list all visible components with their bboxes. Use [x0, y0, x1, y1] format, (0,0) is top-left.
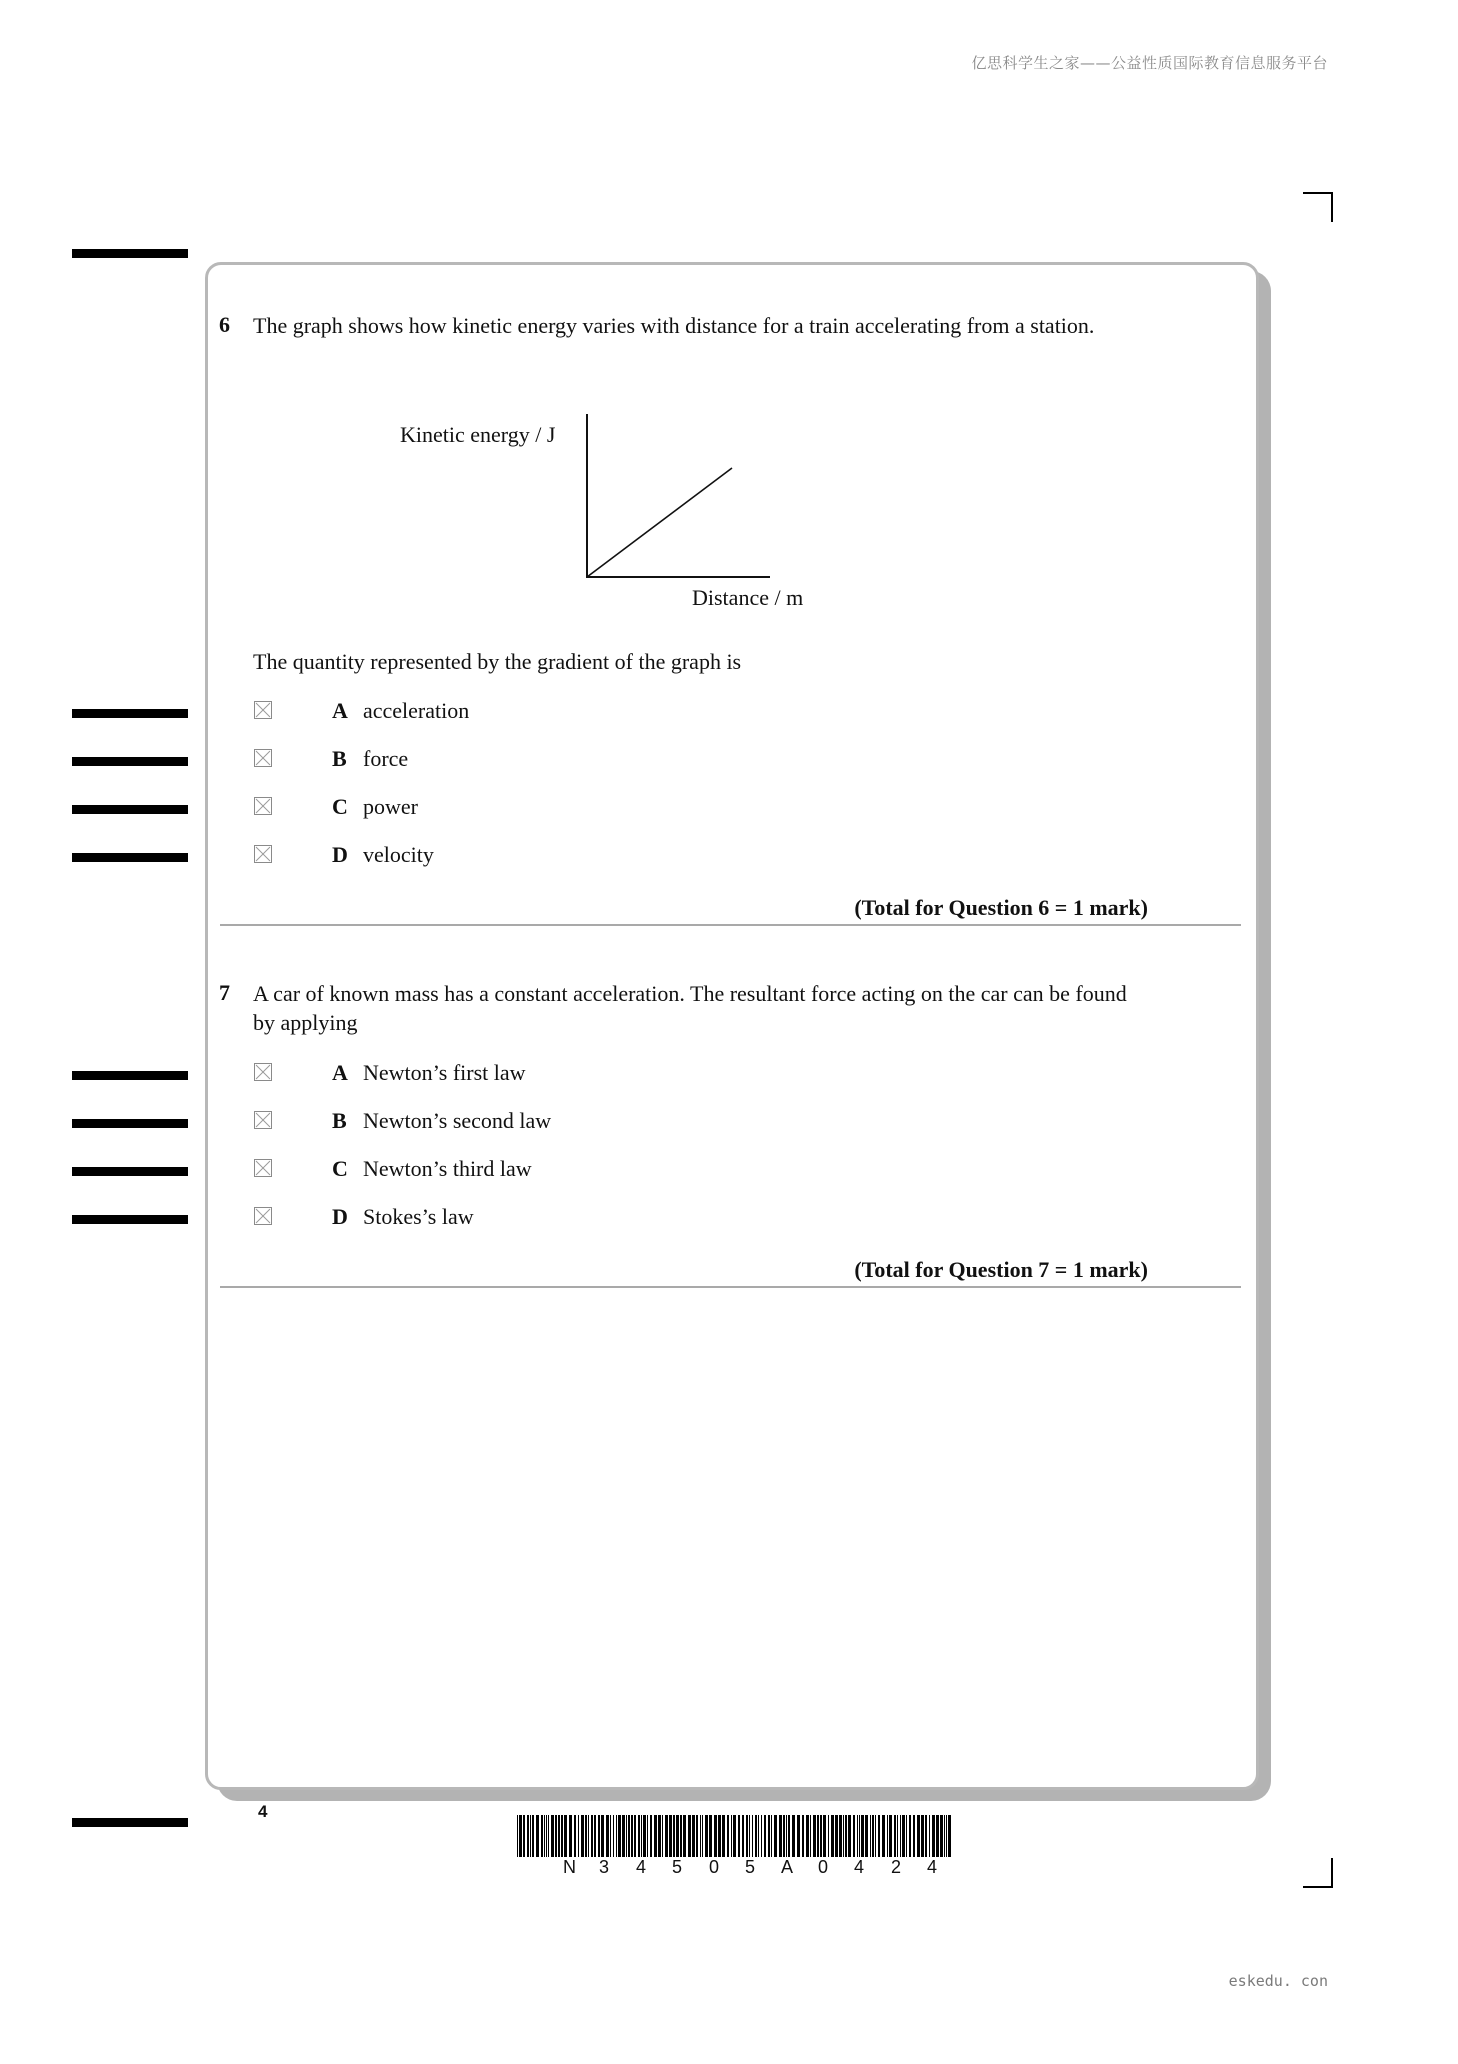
answer-option[interactable]: [254, 1156, 754, 1186]
barcode-bar: [917, 1815, 920, 1857]
barcode-bar: [541, 1815, 543, 1857]
question-text: A car of known mass has a constant acceleration. The resultant force acting on the car can be found by applying: [253, 981, 1127, 1035]
barcode-bar: [946, 1815, 947, 1857]
barcode-bar: [889, 1815, 892, 1857]
barcode-bar: [585, 1815, 587, 1857]
answer-option[interactable]: [254, 746, 754, 776]
barcode-bar: [654, 1815, 657, 1857]
question-divider: [220, 924, 1241, 926]
barcode-bar: [643, 1815, 646, 1857]
barcode-bar: [909, 1815, 911, 1857]
barcode-bar: [628, 1815, 630, 1857]
option-letter: B: [332, 1108, 347, 1133]
margin-bar: [72, 805, 188, 814]
answer-option[interactable]: [254, 1204, 754, 1234]
margin-bar: [72, 249, 188, 258]
barcode-bar: [546, 1815, 547, 1857]
barcode-bar: [774, 1815, 777, 1857]
barcode-bar: [673, 1815, 675, 1857]
question-total: (Total for Question 7 = 1 mark): [854, 1257, 1148, 1282]
answer-checkbox[interactable]: [254, 1111, 272, 1129]
option-letter: A: [332, 698, 348, 723]
barcode-bar: [786, 1815, 787, 1857]
answer-checkbox[interactable]: [254, 701, 272, 719]
barcode-bar: [544, 1815, 545, 1857]
question-number: 6: [219, 312, 230, 337]
question-divider: [220, 1286, 1241, 1288]
barcode-bar: [828, 1815, 829, 1857]
margin-bar: [72, 853, 188, 862]
barcode-bar: [676, 1815, 679, 1857]
barcode-bar: [843, 1815, 844, 1857]
barcode-bar: [683, 1815, 686, 1857]
barcode-character: 0: [818, 1857, 829, 1877]
ke-distance-graph: [580, 410, 780, 586]
option-text: Newton’s first law: [363, 1060, 526, 1085]
barcode-bar: [865, 1815, 868, 1857]
barcode-bar: [581, 1815, 584, 1857]
barcode-bar: [870, 1815, 871, 1857]
barcode-bar: [588, 1815, 589, 1857]
barcode-bar: [594, 1815, 596, 1857]
answer-option[interactable]: [254, 1060, 754, 1090]
barcode-bar: [722, 1815, 725, 1857]
barcode-bar: [532, 1815, 534, 1857]
barcode-bar: [835, 1815, 838, 1857]
barcode-bar: [601, 1815, 604, 1857]
barcode-bar: [853, 1815, 855, 1857]
barcode-bar: [768, 1815, 770, 1857]
answer-option[interactable]: [254, 698, 754, 728]
barcode-character: 5: [672, 1857, 683, 1877]
barcode-bar: [788, 1815, 790, 1857]
barcode-bar: [718, 1815, 721, 1857]
cross-icon: [255, 750, 271, 766]
barcode-bar: [669, 1815, 672, 1857]
barcode-bar: [900, 1815, 901, 1857]
barcode-character: A: [781, 1857, 794, 1877]
barcode-bar: [631, 1815, 633, 1857]
answer-checkbox[interactable]: [254, 797, 272, 815]
option-letter: C: [332, 1156, 348, 1181]
barcode-bar: [839, 1815, 842, 1857]
barcode-bar: [845, 1815, 847, 1857]
barcode-character: 4: [854, 1857, 865, 1877]
barcode-bar: [813, 1815, 816, 1857]
barcode-bar: [817, 1815, 819, 1857]
option-text: force: [363, 746, 409, 771]
barcode-bar: [731, 1815, 732, 1857]
barcode-bar: [574, 1815, 576, 1857]
barcode-bar: [752, 1815, 753, 1857]
barcode-bar: [944, 1815, 945, 1857]
option-text: power: [363, 794, 418, 819]
barcode-bar: [680, 1815, 682, 1857]
barcode-bar: [692, 1815, 695, 1857]
barcode-bar: [820, 1815, 822, 1857]
answer-checkbox[interactable]: [254, 1159, 272, 1177]
barcode-character: 4: [636, 1857, 647, 1877]
question-number: 7: [219, 980, 230, 1005]
crop-mark-top-h: [1303, 192, 1333, 194]
barcode-bar: [859, 1815, 860, 1857]
barcode-bar: [810, 1815, 811, 1857]
barcode-bar: [709, 1815, 712, 1857]
barcode-bar: [558, 1815, 560, 1857]
barcode-bar: [771, 1815, 772, 1857]
barcode-character: 2: [891, 1857, 902, 1877]
barcode-bar: [622, 1815, 625, 1857]
barcode-bar: [519, 1815, 522, 1857]
margin-bar: [72, 1167, 188, 1176]
option-text: Stokes’s law: [363, 1204, 474, 1229]
answer-checkbox[interactable]: [254, 1207, 272, 1225]
barcode-bar: [779, 1815, 782, 1857]
margin-bar: [72, 1818, 188, 1827]
barcode-bar: [517, 1815, 518, 1857]
barcode-bar: [823, 1815, 826, 1857]
barcode-bar: [569, 1815, 572, 1857]
barcode-bar: [929, 1815, 930, 1857]
barcode-bar: [758, 1815, 759, 1857]
option-letter: B: [332, 746, 347, 771]
barcode-bar: [887, 1815, 888, 1857]
margin-bar: [72, 1215, 188, 1224]
barcode-bar: [641, 1815, 642, 1857]
barcode-bar: [882, 1815, 885, 1857]
answer-checkbox[interactable]: [254, 845, 272, 863]
barcode-bar: [702, 1815, 703, 1857]
barcode-character: N: [563, 1857, 576, 1877]
barcode-bar: [857, 1815, 858, 1857]
barcode-bar: [897, 1815, 898, 1857]
margin-bar: [72, 1119, 188, 1128]
barcode-bar: [831, 1815, 834, 1857]
barcode-bar: [755, 1815, 757, 1857]
barcode-bar: [561, 1815, 563, 1857]
barcode-bar: [749, 1815, 750, 1857]
barcode-bar: [878, 1815, 880, 1857]
option-text: Newton’s third law: [363, 1156, 532, 1181]
margin-bar: [72, 709, 188, 718]
barcode-bar: [714, 1815, 717, 1857]
barcode-bar: [555, 1815, 557, 1857]
page-number: 4: [258, 1802, 268, 1821]
barcode-bar: [613, 1815, 614, 1857]
barcode-bar: [616, 1815, 617, 1857]
crop-mark-bottom-h: [1303, 1886, 1333, 1888]
barcode-bar: [848, 1815, 851, 1857]
crop-mark-top-v: [1331, 192, 1333, 222]
barcode-bar: [688, 1815, 691, 1857]
answer-checkbox[interactable]: [254, 1063, 272, 1081]
cross-icon: [255, 702, 271, 718]
barcode-bar: [578, 1815, 579, 1857]
barcode-bar: [940, 1815, 943, 1857]
barcode-bar: [875, 1815, 876, 1857]
barcode-bar: [761, 1815, 762, 1857]
barcode-bar: [746, 1815, 748, 1857]
barcode-bar: [647, 1815, 648, 1857]
barcode-bar: [662, 1815, 663, 1857]
question-stem: The quantity represented by the gradient of the graph is: [253, 649, 742, 674]
option-text: Newton’s second law: [363, 1108, 552, 1133]
barcode-bar: [936, 1815, 939, 1857]
barcode-bar: [806, 1815, 809, 1857]
margin-bar: [72, 757, 188, 766]
barcode-bar: [913, 1815, 915, 1857]
barcode-bar: [902, 1815, 905, 1857]
barcode-character: 4: [927, 1857, 938, 1877]
cross-icon: [255, 846, 271, 862]
option-text: acceleration: [363, 698, 470, 723]
graph-x-axis-label: Distance / m: [692, 585, 804, 610]
graph-y-axis-label: Kinetic energy / J: [400, 422, 556, 447]
barcode-bar: [610, 1815, 611, 1857]
option-letter: D: [332, 842, 348, 867]
answer-option[interactable]: [254, 1108, 754, 1138]
barcode-bar: [861, 1815, 864, 1857]
barcode-bar: [783, 1815, 785, 1857]
cross-icon: [255, 1112, 271, 1128]
barcode-bar: [894, 1815, 896, 1857]
cross-icon: [255, 1160, 271, 1176]
barcode-bar: [872, 1815, 874, 1857]
barcode-bar: [921, 1815, 924, 1857]
margin-bar: [72, 1071, 188, 1080]
barcode-bar: [598, 1815, 600, 1857]
barcode-bar: [705, 1815, 708, 1857]
question-total: (Total for Question 6 = 1 mark): [854, 895, 1148, 920]
cross-icon: [255, 1208, 271, 1224]
answer-option[interactable]: [254, 794, 754, 824]
barcode-bar: [638, 1815, 640, 1857]
barcode-bar: [548, 1815, 549, 1857]
barcode-bar: [536, 1815, 539, 1857]
barcode-bar: [634, 1815, 636, 1857]
barcode-bar: [523, 1815, 525, 1857]
barcode-bar: [948, 1815, 951, 1857]
barcode-bar: [551, 1815, 554, 1857]
barcode-bar: [665, 1815, 668, 1857]
footer-watermark: eskedu. con: [1228, 1972, 1328, 1990]
barcode-bar: [742, 1815, 744, 1857]
barcode-bar: [530, 1815, 531, 1857]
barcode-bar: [764, 1815, 766, 1857]
barcode-bar: [700, 1815, 701, 1857]
answer-option[interactable]: [254, 842, 754, 872]
barcode-bar: [925, 1815, 927, 1857]
crop-mark-bottom-v: [1331, 1858, 1333, 1888]
barcode-bar: [932, 1815, 935, 1857]
barcode-bar: [727, 1815, 729, 1857]
barcode: [517, 1815, 953, 1857]
answer-checkbox[interactable]: [254, 749, 272, 767]
barcode-bar: [906, 1815, 907, 1857]
option-text: velocity: [363, 842, 434, 867]
barcode-character: 5: [745, 1857, 756, 1877]
barcode-bar: [618, 1815, 621, 1857]
option-letter: D: [332, 1204, 348, 1229]
cross-icon: [255, 1064, 271, 1080]
option-letter: A: [332, 1060, 348, 1085]
barcode-bar: [527, 1815, 529, 1857]
question-text: The graph shows how kinetic energy varies with distance for a train accelerating from a station.: [253, 313, 1095, 338]
barcode-bar: [626, 1815, 627, 1857]
header-watermark: 亿思科学生之家——公益性质国际教育信息服务平台: [971, 54, 1328, 72]
barcode-bar: [606, 1815, 609, 1857]
barcode-bar: [802, 1815, 804, 1857]
barcode-bar: [591, 1815, 593, 1857]
barcode-bar: [696, 1815, 698, 1857]
barcode-bar: [650, 1815, 652, 1857]
option-letter: C: [332, 794, 348, 819]
barcode-bar: [792, 1815, 795, 1857]
barcode-character: 3: [599, 1857, 610, 1877]
barcode-bar: [733, 1815, 736, 1857]
barcode-bar: [564, 1815, 567, 1857]
barcode-character: 0: [709, 1857, 720, 1877]
barcode-bar: [797, 1815, 800, 1857]
barcode-bar: [658, 1815, 661, 1857]
graph-line: [587, 468, 732, 577]
barcode-bar: [738, 1815, 740, 1857]
cross-icon: [255, 798, 271, 814]
